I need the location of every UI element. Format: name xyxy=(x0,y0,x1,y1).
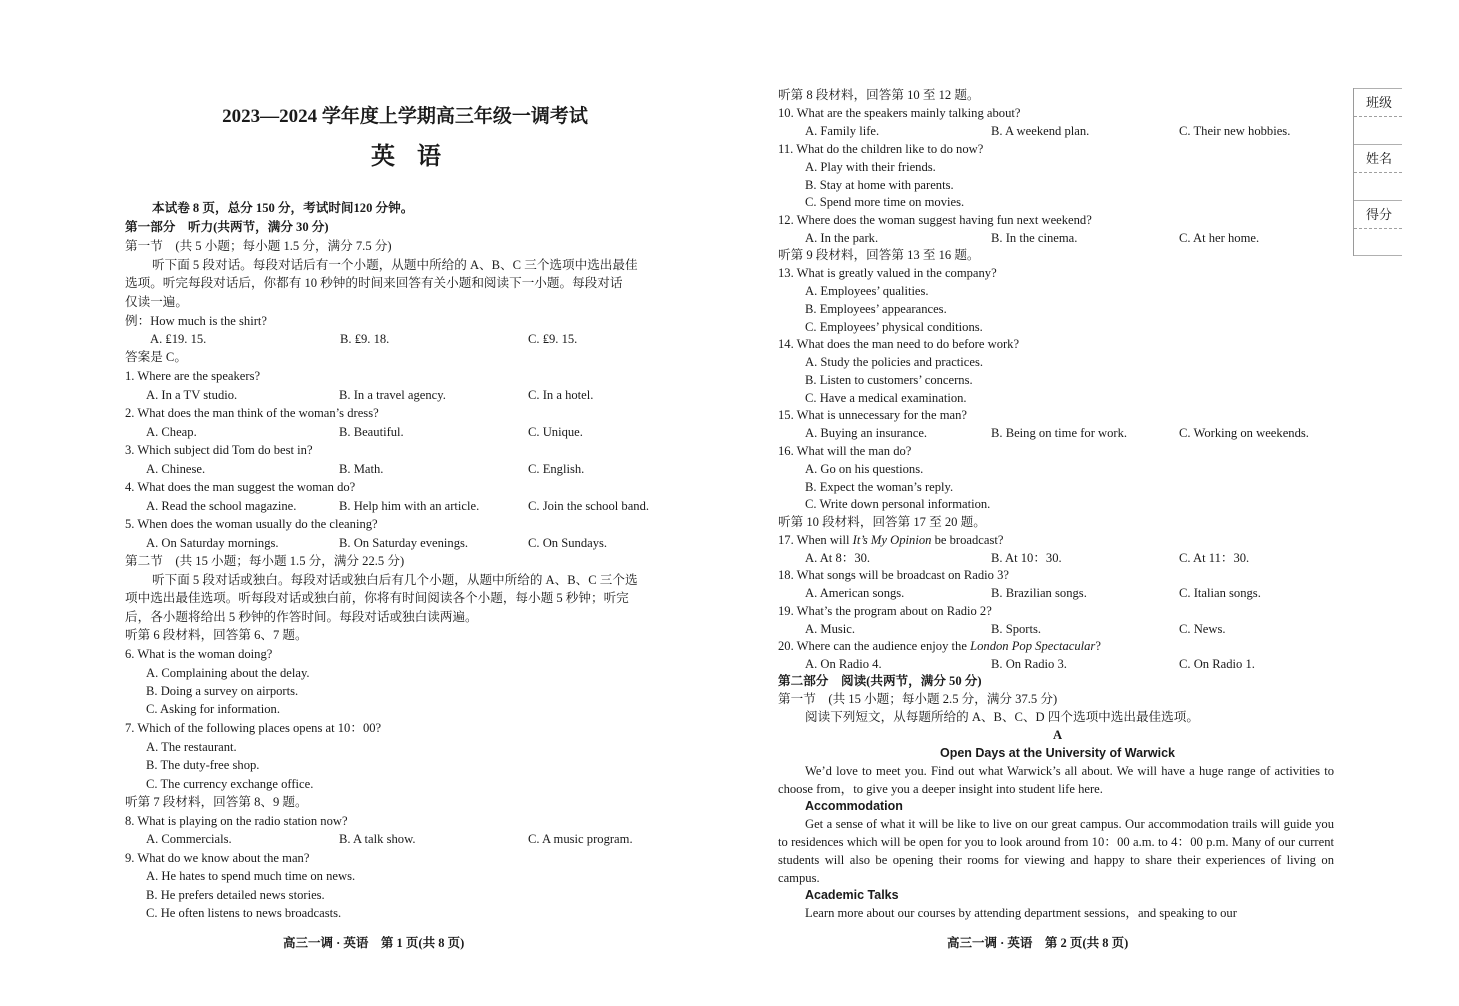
material-heading: 听第 10 段材料，回答第 17 至 20 题。 xyxy=(778,515,986,529)
option: B. On Saturday evenings. xyxy=(339,536,469,550)
option: A. In the park. xyxy=(805,231,879,245)
option: C. Italian songs. xyxy=(1179,586,1261,600)
question-text: be broadcast? xyxy=(931,533,1004,547)
passage-paragraph: Learn more about our courses by attending department sessions，and speaking to our xyxy=(805,906,1237,920)
passage-subheading: Academic Talks xyxy=(805,888,899,902)
question-text: 17. When will xyxy=(778,533,853,547)
option: C. ₤9. 15. xyxy=(528,332,578,346)
option: A. American songs. xyxy=(805,586,905,600)
option: B. Help him with an article. xyxy=(339,499,480,513)
material-heading: 听第 8 段材料，回答第 10 至 12 题。 xyxy=(778,88,980,102)
material-heading: 听第 9 段材料，回答第 13 至 16 题。 xyxy=(778,248,980,262)
option: C. Their new hobbies. xyxy=(1179,124,1291,138)
instruction-line: 后，各小题将给出 5 秒钟的作答时间。每段对话或独白读两遍。 xyxy=(125,610,478,624)
option: B. Being on time for work. xyxy=(991,426,1128,440)
question: 5. When does the woman usually do the cleaning? xyxy=(125,517,378,531)
divider xyxy=(1354,116,1402,117)
section-two-heading: 第二节 (共 15 小题；每小题 1.5 分，满分 22.5 分) xyxy=(125,554,405,568)
option: A. Family life. xyxy=(805,124,880,138)
option: A. Commercials. xyxy=(146,832,232,846)
option: A. Buying an insurance. xyxy=(805,426,928,440)
option: B. He prefers detailed news stories. xyxy=(146,888,325,902)
question: 4. What does the man suggest the woman do? xyxy=(125,480,356,494)
example-answer: 答案是 C。 xyxy=(125,350,187,364)
instruction-line: 仅读一遍。 xyxy=(125,295,188,309)
divider xyxy=(1354,172,1402,173)
option: A. On Saturday mornings. xyxy=(146,536,279,550)
question: 16. What will the man do? xyxy=(778,444,912,458)
question: 1. Where are the speakers? xyxy=(125,369,261,383)
question: 10. What are the speakers mainly talking about? xyxy=(778,106,1021,120)
reading-section-heading: 第一节 (共 15 小题；每小题 2.5 分，满分 37.5 分) xyxy=(778,692,1058,706)
passage-subheading: Accommodation xyxy=(805,799,903,813)
material-heading: 听第 6 段材料，回答第 6、7 题。 xyxy=(125,628,308,642)
option: C. On Radio 1. xyxy=(1179,657,1255,671)
option: B. At 10：30. xyxy=(991,551,1062,565)
option: C. The currency exchange office. xyxy=(146,777,314,791)
option: C. Join the school band. xyxy=(528,499,650,513)
option: C. Spend more time on movies. xyxy=(805,195,965,209)
option: A. Study the policies and practices. xyxy=(805,355,984,369)
option: A. ₤19. 15. xyxy=(150,332,207,346)
exam-intro: 本试卷 8 页，总分 150 分，考试时间120 分钟。 xyxy=(152,201,414,215)
option: C. Have a medical examination. xyxy=(805,391,967,405)
option: B. Brazilian songs. xyxy=(991,586,1087,600)
page-footer: 高三一调 · 英语 第 2 页(共 8 页) xyxy=(947,936,1129,950)
program-name: London Pop Spectacular xyxy=(970,639,1096,653)
option: A. Cheap. xyxy=(146,425,197,439)
question: 13. What is greatly valued in the company? xyxy=(778,266,997,280)
question-text: 20. Where can the audience enjoy the xyxy=(778,639,971,653)
question: 2. What does the man think of the woman’s dress? xyxy=(125,406,379,420)
option: A. The restaurant. xyxy=(146,740,237,754)
subject-title: 英语 xyxy=(371,144,463,170)
example-question: 例：How much is the shirt? xyxy=(125,314,268,328)
divider xyxy=(1354,228,1402,229)
student-info-box xyxy=(1353,88,1402,256)
option: B. In the cinema. xyxy=(991,231,1078,245)
question: 8. What is playing on the radio station now? xyxy=(125,814,348,828)
question xyxy=(778,531,1003,549)
option: C. Unique. xyxy=(528,425,583,439)
option: B. Expect the woman’s reply. xyxy=(805,480,954,494)
option: B. Sports. xyxy=(991,622,1042,636)
question: 15. What is unnecessary for the man? xyxy=(778,408,967,422)
option: B. A weekend plan. xyxy=(991,124,1090,138)
option: B. Beautiful. xyxy=(339,425,404,439)
name-label: 姓名 xyxy=(1366,151,1393,166)
option: A. Read the school magazine. xyxy=(146,499,297,513)
option: A. At 8：30. xyxy=(805,551,871,565)
passage-title: Open Days at the University of Warwick xyxy=(939,746,1176,760)
option: C. Working on weekends. xyxy=(1179,426,1309,440)
question xyxy=(778,637,1101,655)
option: B. Math. xyxy=(339,462,384,476)
instruction-line: 选项。听完每段对话后，你都有 10 秒钟的时间来回答有关小题和阅读下一小题。每段对话 xyxy=(125,276,623,290)
option: C. English. xyxy=(528,462,585,476)
option: C. On Sundays. xyxy=(528,536,608,550)
option: A. He hates to spend much time on news. xyxy=(146,869,356,883)
reading-instruction: 阅读下列短文，从每题所给的 A、B、C、D 四个选项中选出最佳选项。 xyxy=(805,710,1199,724)
option: B. ₤9. 18. xyxy=(340,332,390,346)
option: C. News. xyxy=(1179,622,1226,636)
question: 12. Where does the woman suggest having fun next weekend? xyxy=(778,213,1092,227)
part-two-heading: 第二部分 阅读(共两节，满分 50 分) xyxy=(778,674,982,688)
question-text: ? xyxy=(1095,639,1101,653)
instruction-line: 听下面 5 段对话。每段对话后有一个小题，从题中所给的 A、B、C 三个选项中选出最佳 xyxy=(152,258,638,272)
option: B. A talk show. xyxy=(339,832,416,846)
option: C. A music program. xyxy=(528,832,633,846)
option: B. The duty-free shop. xyxy=(146,758,260,772)
option: C. In a hotel. xyxy=(528,388,594,402)
passage-letter: A xyxy=(1052,728,1063,742)
score-label: 得分 xyxy=(1366,207,1393,222)
page-footer: 高三一调 · 英语 第 1 页(共 8 页) xyxy=(283,936,465,950)
option: B. On Radio 3. xyxy=(991,657,1067,671)
class-label: 班级 xyxy=(1366,95,1393,110)
instruction-line: 听下面 5 段对话或独白。每段对话或独白后有几个小题，从题中所给的 A、B、C 三个选 xyxy=(152,573,638,587)
question: 14. What does the man need to do before work? xyxy=(778,337,1020,351)
instruction-line: 项中选出最佳选项。听每段对话或独白前，你将有时间阅读各个小题，每小题 5 秒钟；听完 xyxy=(125,591,629,605)
question: 6. What is the woman doing? xyxy=(125,647,273,661)
option: B. Employees’ appearances. xyxy=(805,302,947,316)
option: C. He often listens to news broadcasts. xyxy=(146,906,342,920)
option: C. Employees’ physical conditions. xyxy=(805,320,983,334)
question: 19. What’s the program about on Radio 2? xyxy=(778,604,992,618)
program-name: It’s My Opinion xyxy=(852,533,932,547)
question: 11. What do the children like to do now? xyxy=(778,142,984,156)
divider xyxy=(1354,255,1402,256)
option: A. Go on his questions. xyxy=(805,462,924,476)
question: 3. Which subject did Tom do best in? xyxy=(125,443,313,457)
option: A. Music. xyxy=(805,622,856,636)
exam-title: 2023—2024 学年度上学期高三年级一调考试 xyxy=(222,106,588,127)
option: B. Stay at home with parents. xyxy=(805,178,954,192)
option: C. At her home. xyxy=(1179,231,1260,245)
option: B. In a travel agency. xyxy=(339,388,446,402)
option: A. Complaining about the delay. xyxy=(146,666,310,680)
option: A. Play with their friends. xyxy=(805,160,936,174)
option: A. On Radio 4. xyxy=(805,657,882,671)
part-one-heading: 第一部分 听力(共两节，满分 30 分) xyxy=(125,220,329,234)
option: C. At 11：30. xyxy=(1179,551,1250,565)
section-one-heading: 第一节 (共 5 小题；每小题 1.5 分，满分 7.5 分) xyxy=(125,239,392,253)
passage-paragraph: Get a sense of what it will be like to live on our great campus. Our accommodation trails will guide you to residences which will be open for you to look around from 10：00 a.m. to 4：00 p.m. Many of our current students will also be opening their rooms for viewing and happy to share their experiences of living on campus. xyxy=(778,817,1334,885)
option: A. In a TV studio. xyxy=(146,388,238,402)
option: B. Listen to customers’ concerns. xyxy=(805,373,973,387)
passage-paragraph: We’d love to meet you. Find out what Warwick’s all about. We will have a huge range of activities to choose from，to give you a deeper insight into student life here. xyxy=(778,764,1334,796)
option: C. Write down personal information. xyxy=(805,497,991,511)
option: C. Asking for information. xyxy=(146,702,280,716)
option: B. Doing a survey on airports. xyxy=(146,684,299,698)
question: 9. What do we know about the man? xyxy=(125,851,310,865)
option: A. Chinese. xyxy=(146,462,206,476)
question: 7. Which of the following places opens at 10：00? xyxy=(125,721,382,735)
option: A. Employees’ qualities. xyxy=(805,284,929,298)
question: 18. What songs will be broadcast on Radio 3? xyxy=(778,568,1009,582)
material-heading: 听第 7 段材料，回答第 8、9 题。 xyxy=(125,795,308,809)
